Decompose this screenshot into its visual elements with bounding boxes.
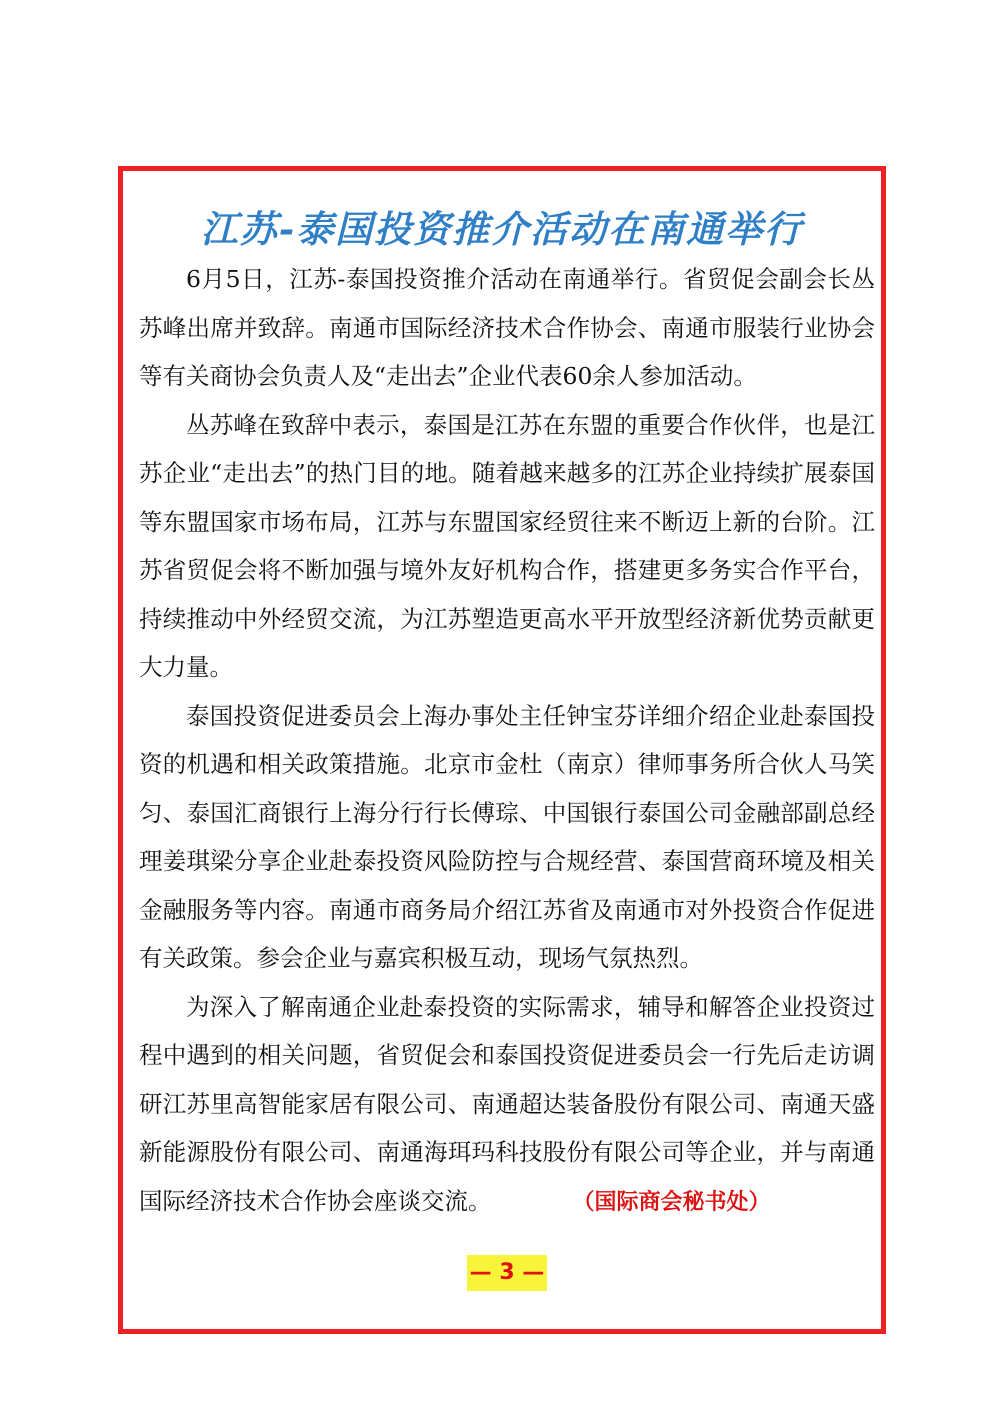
article-body xyxy=(139,255,875,1226)
article-title: 江苏-泰国投资推介活动在南通举行 xyxy=(200,207,804,251)
paragraph-2: 丛苏峰在致辞中表示，泰国是江苏在东盟的重要合作伙伴，也是江苏企业“走出去”的热门目的地。随着越来越多的江苏企业持续扩展泰国等东盟国家市场布局，江苏与东盟国家经贸往来不断迈上新的台阶。江苏省贸促会将不断加强与境外友好机构合作，搭建更多务实合作平台，持续推动中外经贸交流，为江苏塑造更高水平开放型经济新优势贡献更大力量。 xyxy=(139,410,875,681)
page-number: — 3 — xyxy=(467,1255,547,1291)
paragraph-4 xyxy=(139,983,875,1227)
source-attribution: （国际商会秘书处） xyxy=(583,1188,771,1215)
paragraph-4-text: 为深入了解南通企业赴泰投资的实际需求，辅导和解答企业投资过程中遇到的相关问题，省贸促会和泰国投资促进委员会一行先后走访调研江苏里高智能家居有限公司、南通超达装备股份有限公司、南通天盛新能源股份有限公司、南通海珥玛科技股份有限公司等企业，并与南通国际经济技术合作协会座谈交流。 xyxy=(139,992,875,1215)
paragraph-1: 6月5日，江苏-泰国投资推介活动在南通举行。省贸促会副会长丛苏峰出席并致辞。南通市国际经济技术合作协会、南通市服装行业协会等有关商协会负责人及“走出去”企业代表60余人参加活动。 xyxy=(139,265,875,390)
paragraph-3: 泰国投资促进委员会上海办事处主任钟宝芬详细介绍企业赴泰国投资的机遇和相关政策措施。北京市金杜（南京）律师事务所合伙人马笑匀、泰国汇商银行上海分行行长傅琮、中国银行泰国公司金融部副总经理姜琪梁分享企业赴泰投资风险防控与合规经营、泰国营商环境及相关金融服务等内容。南通市商务局介绍江苏省及南通市对外投资合作促进有关政策。参会企业与嘉宾积极互动，现场气氛热烈。 xyxy=(139,701,875,972)
page-border-frame xyxy=(118,166,886,1334)
